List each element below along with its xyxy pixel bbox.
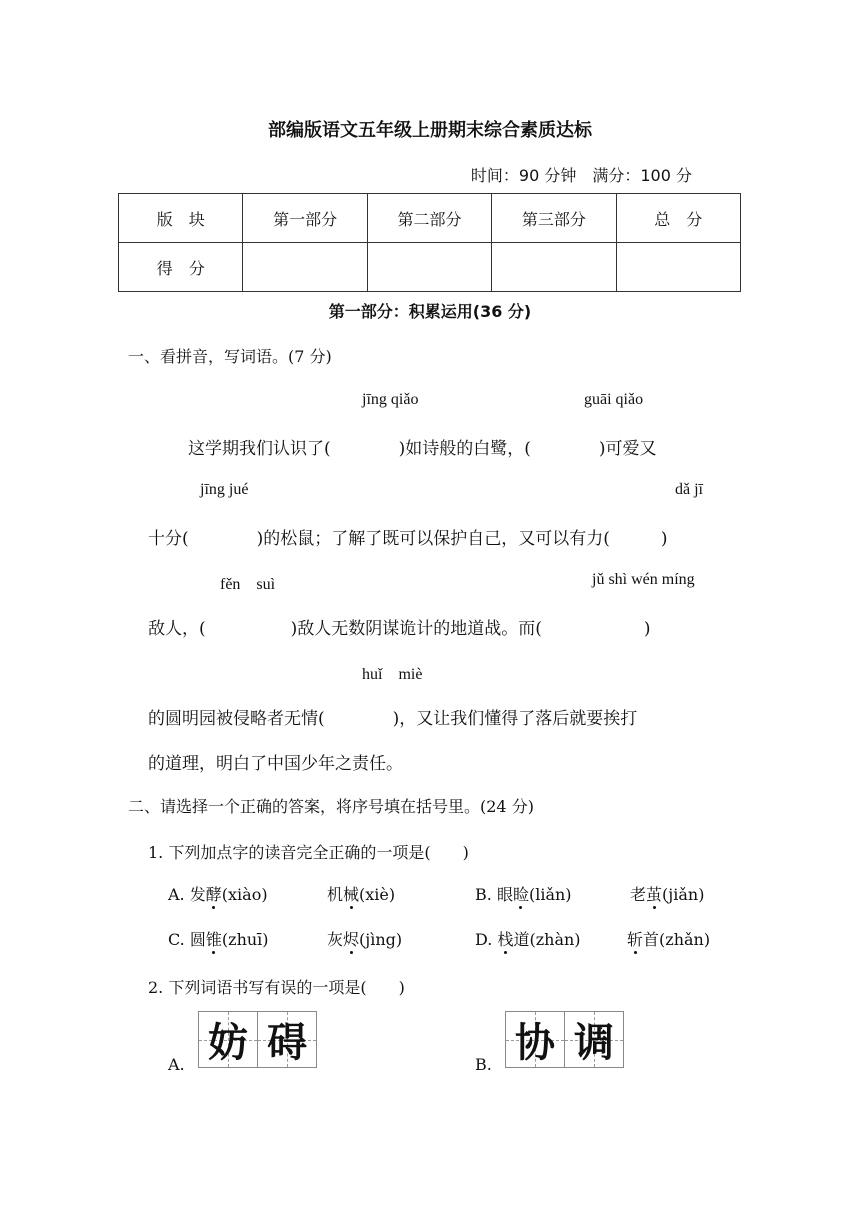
score-cell[interactable] [367, 243, 491, 292]
pinyin-reading: (xiè) [359, 885, 396, 904]
score-cell[interactable] [616, 243, 740, 292]
pinyin-reading: (jiǎn) [662, 885, 705, 904]
pinyin-reading: (jìng) [359, 930, 403, 949]
written-char: 协 [515, 1020, 555, 1066]
dotted-char: 酵 [206, 882, 222, 905]
pinyin-jingjue: jīng jué [200, 481, 249, 498]
q2-item2-stem: 2. 下列词语书写有误的一项是( ) [148, 978, 405, 997]
option-2A-label[interactable]: A. [168, 1055, 185, 1074]
option-1A-word2 [327, 882, 395, 905]
score-cell[interactable] [243, 243, 367, 292]
part1-title: 第一部分：积累运用(36 分) [328, 302, 532, 321]
score-header-part3: 第三部分 [492, 194, 616, 243]
char: 圆 [189, 930, 206, 949]
char: 首 [643, 930, 660, 949]
dotted-char: 械 [343, 882, 359, 905]
option-1C[interactable] [168, 927, 269, 950]
score-cell[interactable] [492, 243, 616, 292]
option-1C-word2 [327, 927, 402, 950]
page-title: 部编版语文五年级上册期末综合素质达标 [268, 120, 592, 141]
q1-line-3: 敌人，( )敌人无数阴谋诡计的地道战。而( ) [148, 619, 651, 639]
option-1A[interactable] [168, 882, 268, 905]
q2-title: 二、请选择一个正确的答案，将序号填在括号里。(24 分) [128, 797, 534, 816]
pinyin-jingqiao: jīng qiǎo [362, 391, 419, 408]
q1-line-5: 的道理，明白了中国少年之责任。 [148, 754, 403, 774]
q2-item1-stem: 1. 下列加点字的读音完全正确的一项是( ) [148, 843, 469, 862]
option-label: D. [475, 930, 493, 949]
q1-title: 一、看拼音，写词语。(7 分) [128, 347, 332, 366]
dotted-char: 锥 [206, 927, 222, 950]
pinyin-reading: (liǎn) [528, 885, 572, 904]
written-char: 妨 [208, 1020, 248, 1066]
written-char: 调 [574, 1020, 614, 1066]
q1-line-1: 这学期我们认识了( )如诗般的白鹭，( )可爱又 [188, 439, 657, 459]
option-2B-grid [505, 1011, 624, 1068]
option-label: B. [475, 885, 492, 904]
written-char: 碍 [267, 1020, 307, 1066]
score-header-part2: 第二部分 [367, 194, 491, 243]
exam-meta: 时间：90 分钟 满分：100 分 [470, 166, 692, 185]
score-header-part1: 第一部分 [243, 194, 367, 243]
dotted-char: 栈 [497, 927, 513, 950]
dotted-char: 睑 [513, 882, 529, 905]
score-row-label: 得 分 [119, 243, 243, 292]
score-header-total: 总 分 [616, 194, 740, 243]
option-1D[interactable] [475, 927, 581, 950]
grid-cell [199, 1012, 258, 1067]
option-label: A. [168, 885, 185, 904]
pinyin-fensui: fěn suì [220, 576, 276, 593]
option-1B-word2 [630, 882, 704, 905]
option-label: C. [168, 930, 185, 949]
char: 老 [630, 885, 647, 904]
score-header-section: 版 块 [119, 194, 243, 243]
score-table [118, 193, 741, 292]
option-2A-grid [198, 1011, 317, 1068]
grid-cell [506, 1012, 565, 1067]
q1-line-2: 十分( )的松鼠；了解了既可以保护自己，又可以有力( ) [148, 529, 668, 549]
grid-cell [258, 1012, 316, 1067]
char: 发 [189, 885, 206, 904]
option-1D-word2 [627, 927, 710, 950]
pinyin-reading: (zhàn) [529, 930, 581, 949]
option-2B-label[interactable]: B. [475, 1055, 492, 1074]
pinyin-daji: dǎ jī [675, 481, 703, 498]
dotted-char: 茧 [646, 882, 662, 905]
pinyin-reading: (xiào) [221, 885, 268, 904]
pinyin-reading: (zhǎn) [659, 930, 711, 949]
option-1B[interactable] [475, 882, 572, 905]
char: 灰 [327, 930, 344, 949]
grid-cell [565, 1012, 623, 1067]
pinyin-jushiwenming: jǔ shì wén míng [592, 571, 695, 588]
char: 道 [513, 930, 530, 949]
char: 机 [327, 885, 344, 904]
pinyin-huimie: huǐ miè [362, 666, 423, 683]
pinyin-guaiqiao: guāi qiǎo [584, 391, 644, 408]
dotted-char: 斩 [627, 927, 643, 950]
char: 眼 [496, 885, 513, 904]
q1-line-4: 的圆明园被侵略者无情( )，又让我们懂得了落后就要挨打 [148, 709, 638, 729]
pinyin-reading: (zhuī) [221, 930, 269, 949]
dotted-char: 烬 [343, 927, 359, 950]
